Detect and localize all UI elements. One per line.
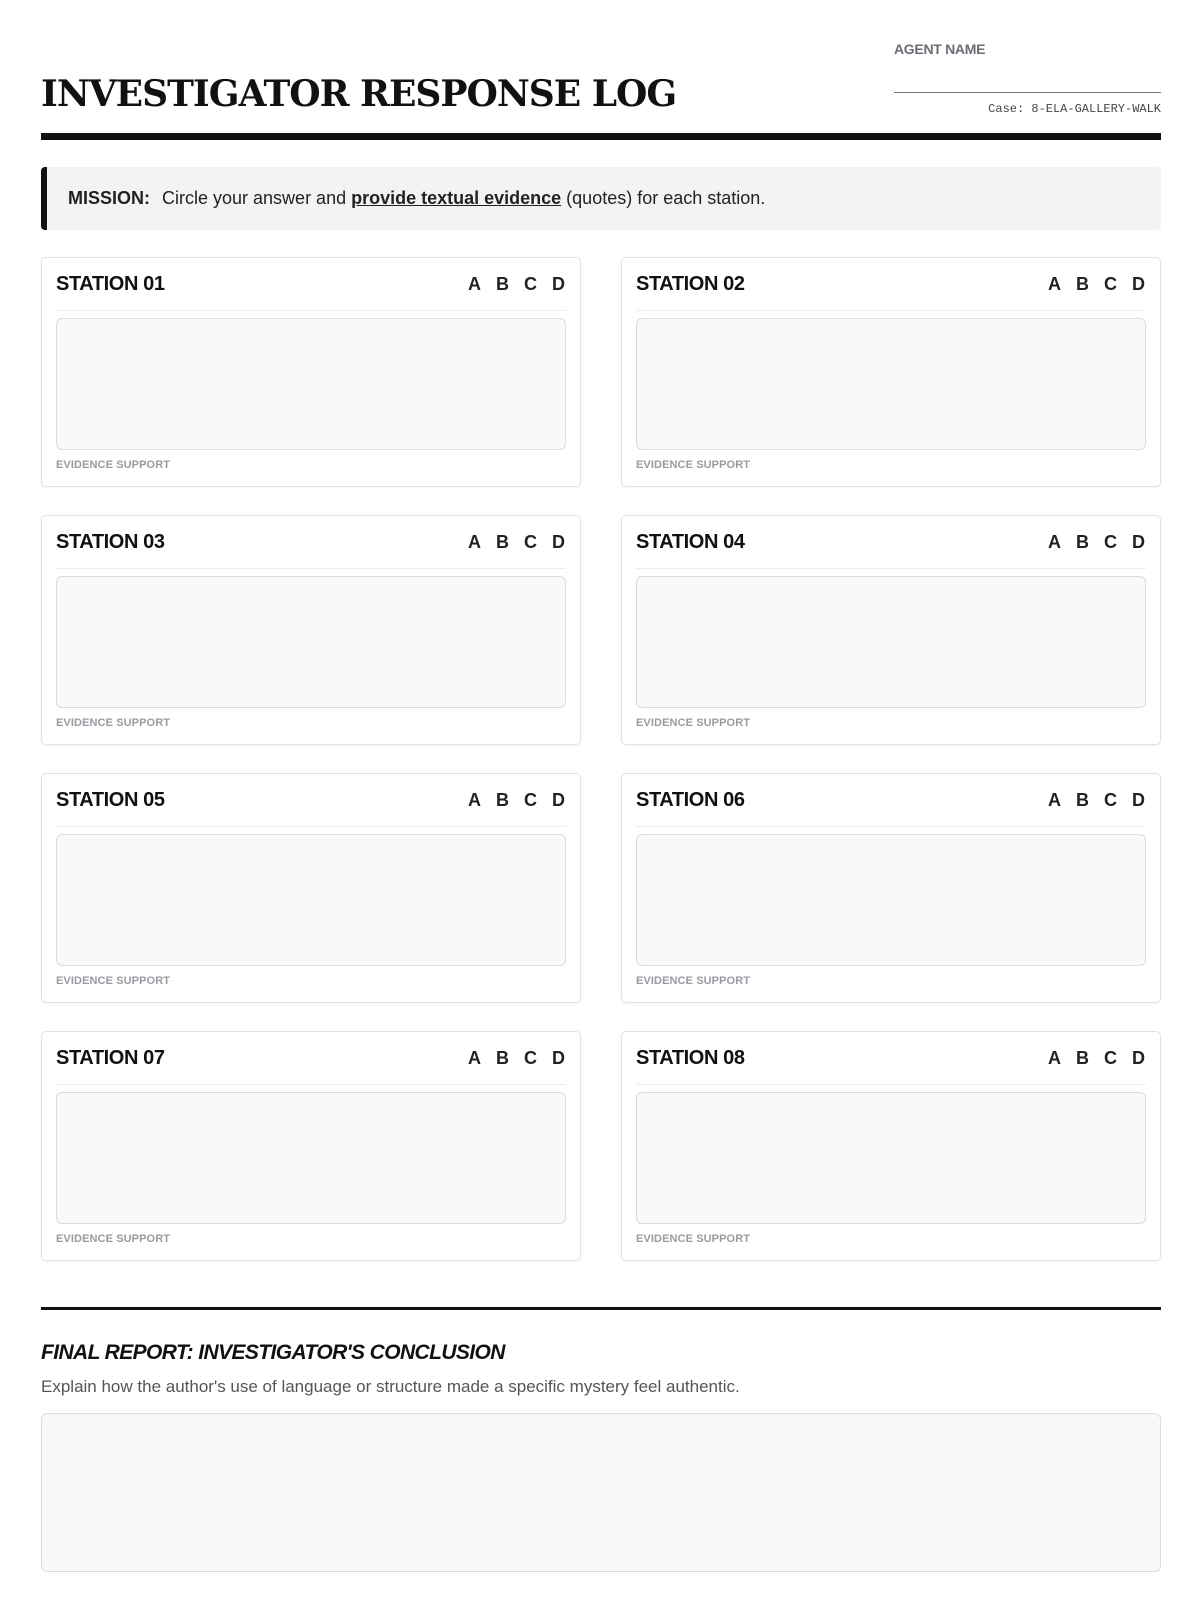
choice-d[interactable]: D	[552, 531, 565, 552]
choice-d[interactable]: D	[1132, 273, 1145, 294]
station-header	[636, 516, 1146, 569]
station-grid	[41, 257, 1161, 1261]
header-divider	[41, 133, 1161, 140]
case-code: Case: 8-ELA-GALLERY-WALK	[988, 102, 1161, 116]
choice-b[interactable]: B	[496, 531, 509, 552]
station-header	[56, 516, 566, 569]
answer-choices	[467, 274, 566, 295]
station-header	[636, 1032, 1146, 1085]
choice-b[interactable]: B	[496, 1047, 509, 1068]
choice-d[interactable]: D	[1132, 1047, 1145, 1068]
evidence-label: EVIDENCE SUPPORT	[56, 975, 171, 987]
evidence-label: EVIDENCE SUPPORT	[636, 717, 751, 729]
evidence-box[interactable]	[56, 318, 566, 450]
choice-a[interactable]: A	[1048, 1047, 1061, 1068]
evidence-box[interactable]	[56, 576, 566, 708]
final-report-prompt: Explain how the author's use of language or structure made a specific mystery feel authentic.	[41, 1377, 740, 1396]
station-card-07	[41, 1031, 581, 1261]
evidence-box[interactable]	[636, 1092, 1146, 1224]
mission-text-before: Circle your answer and	[162, 188, 347, 208]
choice-c[interactable]: C	[524, 789, 537, 810]
answer-choices	[1047, 1048, 1146, 1069]
answer-choices	[467, 532, 566, 553]
station-title: STATION 01	[56, 272, 165, 295]
choice-d[interactable]: D	[552, 273, 565, 294]
station-header	[636, 258, 1146, 311]
station-card-03	[41, 515, 581, 745]
evidence-box[interactable]	[56, 834, 566, 966]
choice-c[interactable]: C	[524, 1047, 537, 1068]
station-header	[56, 774, 566, 827]
station-card-02	[621, 257, 1161, 487]
choice-a[interactable]: A	[1048, 273, 1061, 294]
station-header	[636, 774, 1146, 827]
choice-b[interactable]: B	[1076, 273, 1089, 294]
choice-b[interactable]: B	[496, 789, 509, 810]
final-report-answer-box[interactable]	[41, 1413, 1161, 1572]
choice-d[interactable]: D	[1132, 789, 1145, 810]
station-header	[56, 1032, 566, 1085]
page-title: INVESTIGATOR RESPONSE LOG	[41, 73, 677, 115]
station-header	[56, 258, 566, 311]
choice-b[interactable]: B	[1076, 531, 1089, 552]
evidence-box[interactable]	[636, 834, 1146, 966]
station-title: STATION 05	[56, 788, 165, 811]
station-title: STATION 03	[56, 530, 165, 553]
choice-c[interactable]: C	[524, 531, 537, 552]
answer-choices	[467, 1048, 566, 1069]
station-card-08	[621, 1031, 1161, 1261]
evidence-box[interactable]	[56, 1092, 566, 1224]
station-title: STATION 08	[636, 1046, 745, 1069]
evidence-label: EVIDENCE SUPPORT	[56, 1233, 171, 1245]
final-report-title: FINAL REPORT: INVESTIGATOR'S CONCLUSION	[41, 1341, 505, 1364]
evidence-label: EVIDENCE SUPPORT	[636, 1233, 751, 1245]
evidence-label: EVIDENCE SUPPORT	[636, 459, 751, 471]
final-report-divider	[41, 1307, 1161, 1310]
evidence-box[interactable]	[636, 318, 1146, 450]
mission-text-emphasis: provide textual evidence	[351, 188, 562, 208]
evidence-box[interactable]	[636, 576, 1146, 708]
choice-a[interactable]: A	[468, 789, 481, 810]
evidence-label: EVIDENCE SUPPORT	[56, 459, 171, 471]
agent-name-field[interactable]	[894, 92, 1161, 93]
agent-name-label: AGENT NAME	[894, 41, 986, 57]
station-card-06	[621, 773, 1161, 1003]
answer-choices	[467, 790, 566, 811]
answer-choices	[1047, 274, 1146, 295]
station-title: STATION 02	[636, 272, 745, 295]
choice-b[interactable]: B	[1076, 1047, 1089, 1068]
choice-b[interactable]: B	[1076, 789, 1089, 810]
mission-label: MISSION:	[68, 188, 151, 208]
choice-b[interactable]: B	[496, 273, 509, 294]
choice-a[interactable]: A	[468, 531, 481, 552]
station-title: STATION 07	[56, 1046, 165, 1069]
choice-c[interactable]: C	[1104, 789, 1117, 810]
choice-d[interactable]: D	[1132, 531, 1145, 552]
station-title: STATION 06	[636, 788, 745, 811]
choice-c[interactable]: C	[524, 273, 537, 294]
mission-text-after: (quotes) for each station.	[566, 188, 766, 208]
choice-a[interactable]: A	[1048, 531, 1061, 552]
choice-d[interactable]: D	[552, 1047, 565, 1068]
choice-d[interactable]: D	[552, 789, 565, 810]
station-title: STATION 04	[636, 530, 745, 553]
answer-choices	[1047, 532, 1146, 553]
worksheet-header	[41, 0, 1161, 140]
answer-choices	[1047, 790, 1146, 811]
station-card-05	[41, 773, 581, 1003]
choice-a[interactable]: A	[468, 1047, 481, 1068]
choice-c[interactable]: C	[1104, 531, 1117, 552]
evidence-label: EVIDENCE SUPPORT	[636, 975, 751, 987]
station-card-01	[41, 257, 581, 487]
evidence-label: EVIDENCE SUPPORT	[56, 717, 171, 729]
choice-c[interactable]: C	[1104, 273, 1117, 294]
choice-a[interactable]: A	[468, 273, 481, 294]
choice-a[interactable]: A	[1048, 789, 1061, 810]
worksheet-page	[41, 0, 1161, 1396]
mission-banner	[41, 167, 1161, 230]
choice-c[interactable]: C	[1104, 1047, 1117, 1068]
station-card-04	[621, 515, 1161, 745]
